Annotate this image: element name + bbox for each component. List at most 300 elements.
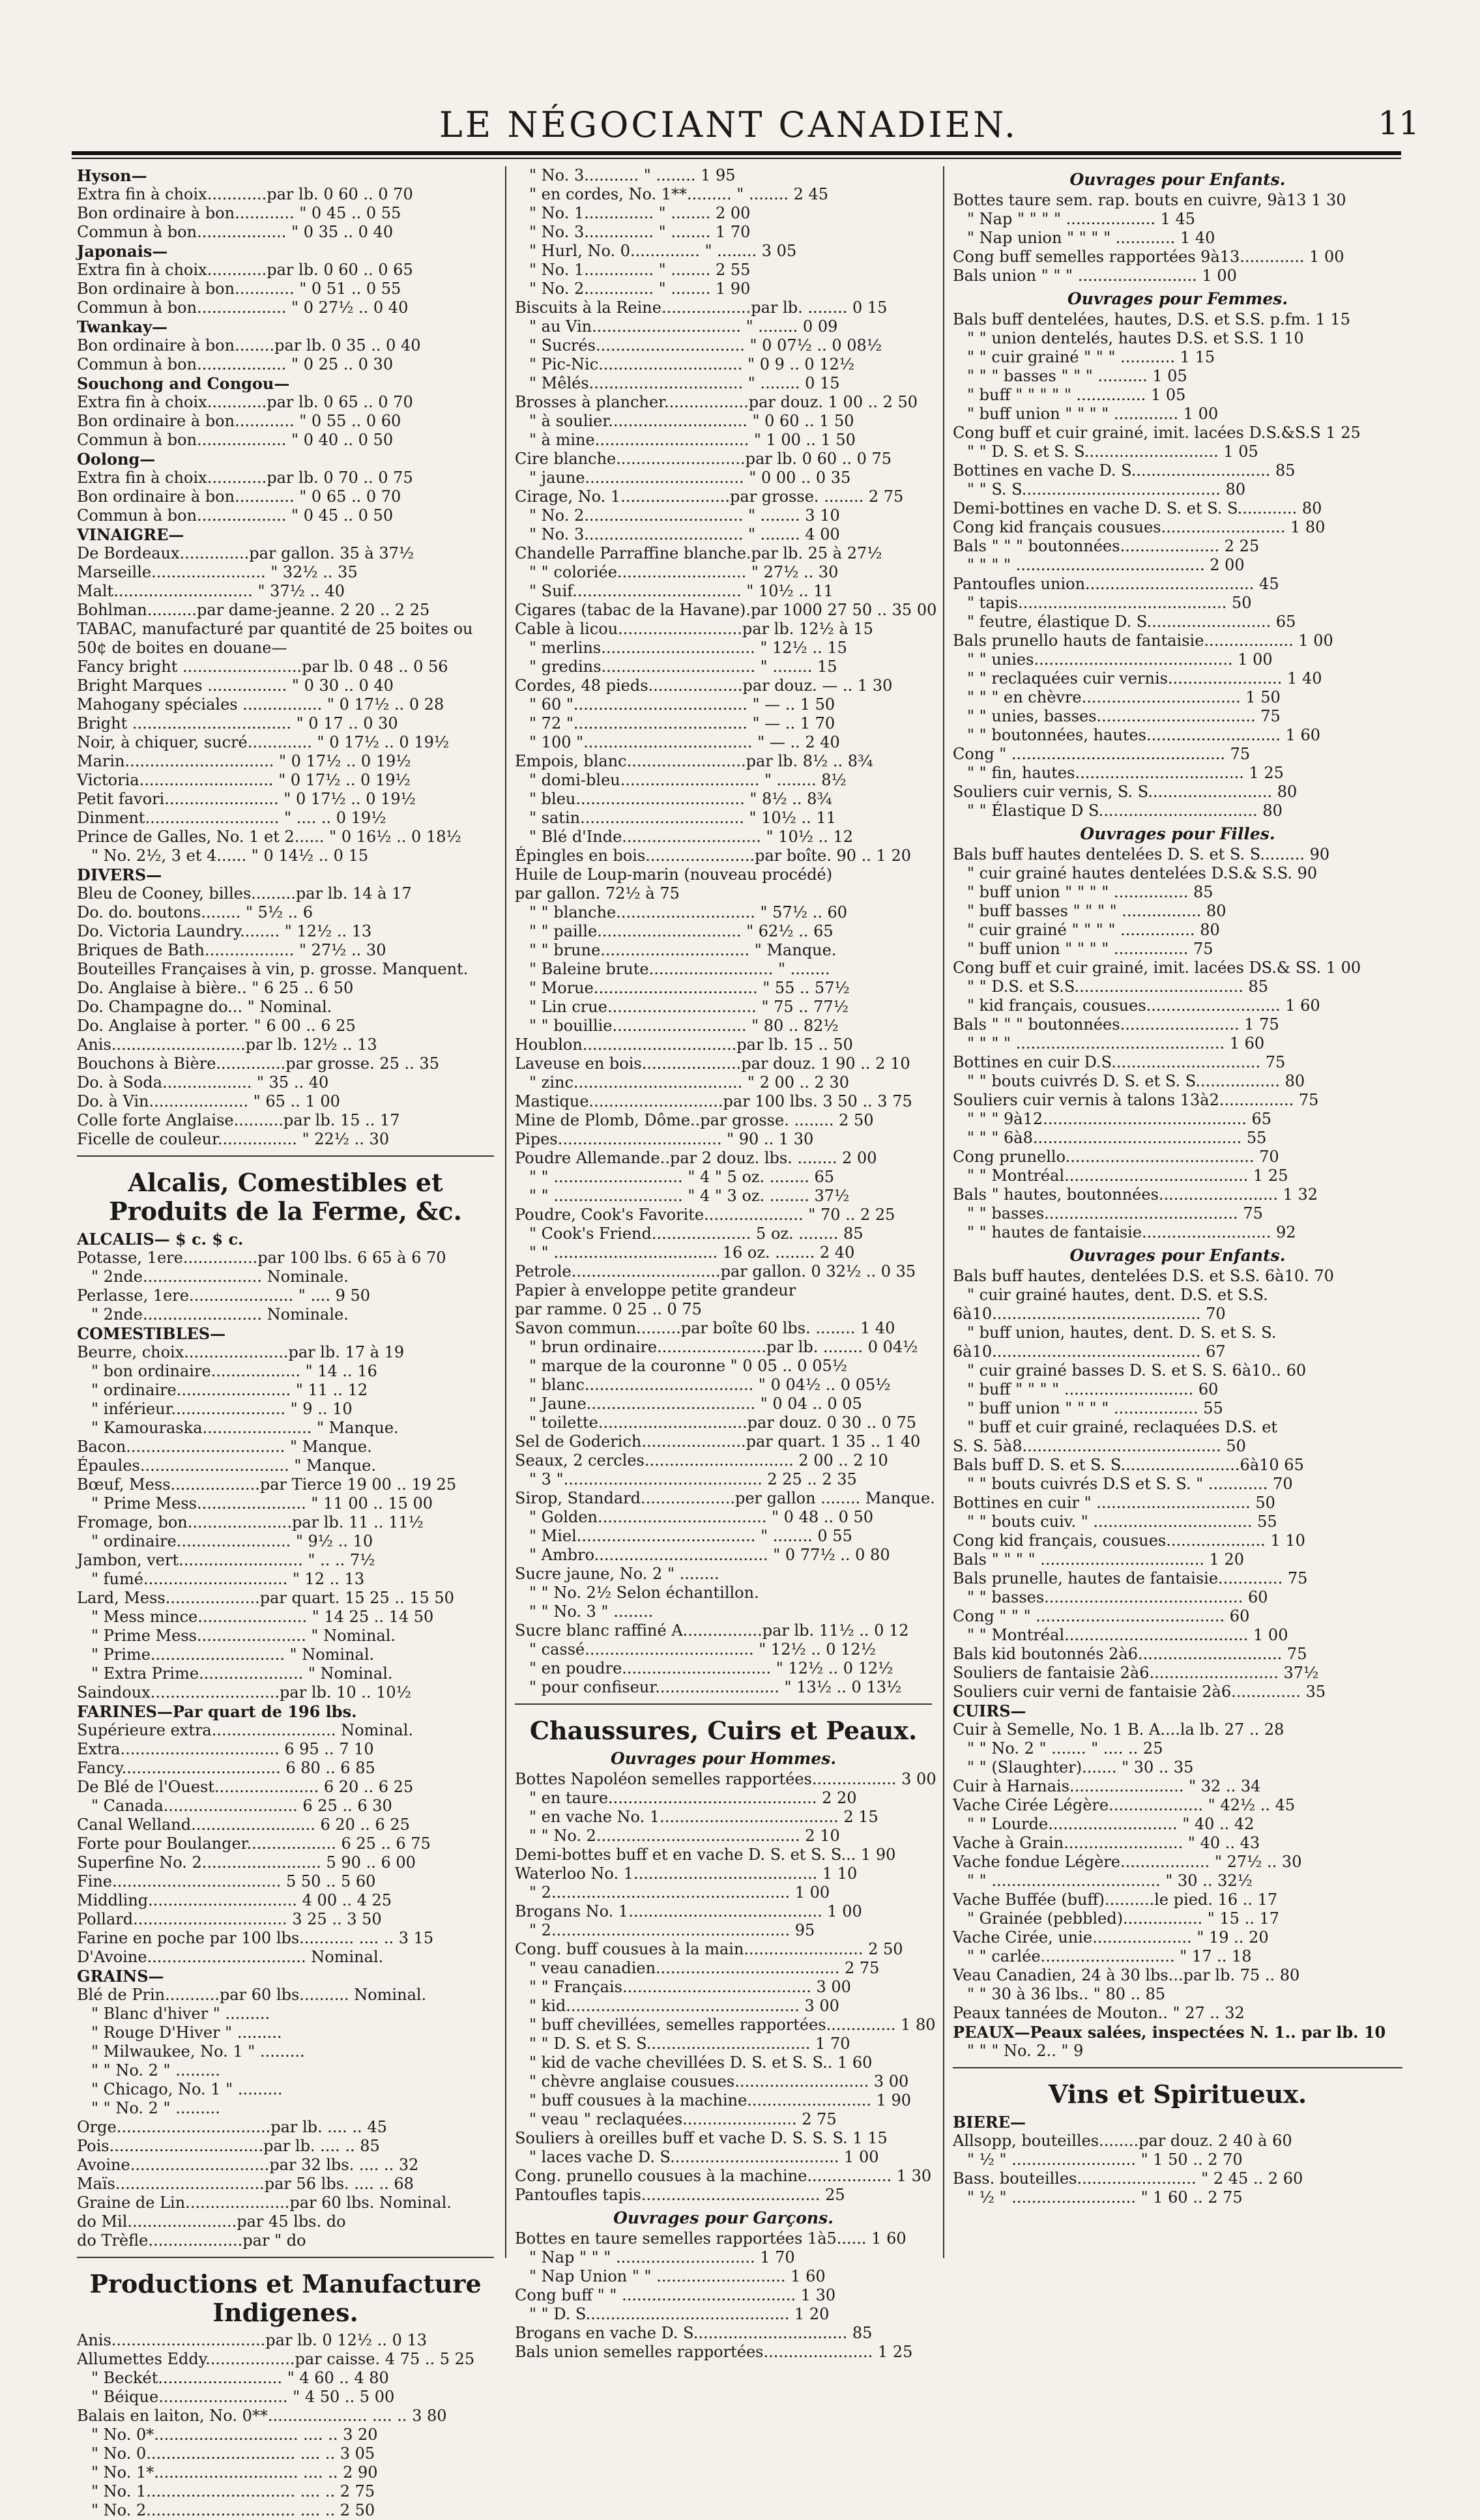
price-line: " 2................................................ 1 00 xyxy=(529,1883,830,1902)
price-line: Cuir à Harnais....................... " 32 .. 34 xyxy=(953,1777,1261,1795)
price-line: " marque de la couronne " 0 05 .. 0 05½ xyxy=(529,1357,848,1375)
price-line: " No. 2.............. " ........ 1 90 xyxy=(529,280,751,298)
price-line: " cuir grainé basses D. S. et S. S. 6à10.. 60 xyxy=(967,1361,1307,1380)
price-line: " Nap Union " " .......................... 1 60 xyxy=(529,2267,826,2285)
price-line: " No. 2½, 3 et 4...... " 0 14½ .. 0 15 xyxy=(91,847,369,865)
masthead xyxy=(77,104,1419,150)
price-line: " buff basses " " " " ................ 80 xyxy=(967,902,1226,920)
price-line: " " bouillie........................... " 80 .. 82½ xyxy=(529,1017,839,1035)
price-line: " Mêlés............................... " ........ 0 15 xyxy=(529,374,840,392)
price-line: Bottes Napoléon semelles rapportées................. 3 00 xyxy=(515,1770,936,1788)
price-line: Bals union " " " ........................ 1 00 xyxy=(953,267,1237,285)
price-line: Savon commun.........par boîte 60 lbs. ........ 1 40 xyxy=(515,1319,895,1337)
price-line: BIERE— xyxy=(953,2113,1026,2132)
price-line: Houblon...............................par lb. 15 .. 50 xyxy=(515,1036,853,1054)
section-title-productions: Productions et Manufacture Indigenes. xyxy=(89,2269,482,2327)
price-line: Bals buff hautes, dentelées D.S. et S.S. 6à10. 70 xyxy=(953,1267,1334,1285)
price-line: Bals kid boutonnés 2à6............................. 75 xyxy=(953,1645,1307,1663)
price-line: " " No. 3 " ........ xyxy=(529,1602,654,1621)
price-line: Beurre, choix.....................par lb. 17 à 19 xyxy=(77,1343,405,1361)
price-line: " Prime Mess...................... " Nominal. xyxy=(91,1627,396,1645)
price-line: Souliers à oreilles buff et vache D. S. S. S. 1 15 xyxy=(515,2129,888,2147)
price-line: " kid de vache chevillées D. S. et S. S.. 1 60 xyxy=(529,2053,873,2072)
price-line: Bass. bouteilles........................ " 2 45 .. 2 60 xyxy=(953,2169,1303,2188)
price-line: " buff cousues à la machine......................... 1 90 xyxy=(529,2091,912,2109)
section-rule xyxy=(953,2067,1402,2068)
price-line: " bleu.................................. " 8½ .. 8¾ xyxy=(529,790,832,808)
price-line: CUIRS— xyxy=(953,1702,1026,1720)
price-line: Cong " " " ...................................... 60 xyxy=(953,1607,1250,1625)
price-line: " Kamouraska...................... " Manque. xyxy=(91,1419,399,1437)
price-line: " Lin crue.............................. " 75 .. 77½ xyxy=(529,998,849,1016)
price-line: " buff union " " " " ............. 1 00 xyxy=(967,405,1219,423)
price-line: " en cordes, No. 1**......... " ........ 2 45 xyxy=(529,185,829,203)
price-line: " " " 6à8.......................................... 55 xyxy=(967,1129,1267,1147)
price-line: " Pic-Nic............................. " 0 9 .. 0 12½ xyxy=(529,355,855,373)
price-line: Bottines en cuir " ............................... 50 xyxy=(953,1494,1275,1512)
price-line: S. S. 5à8........................................ 50 xyxy=(953,1437,1246,1455)
price-line: Cong buff semelles rapportées 9à13............. 1 00 xyxy=(953,248,1344,266)
price-line: " No. 3.............. " ........ 1 70 xyxy=(529,223,751,241)
subsection-title-hommes: Ouvrages pour Hommes. xyxy=(610,1749,837,1768)
column-divider-2 xyxy=(943,166,944,2258)
price-line: " " No. 2......................................... 2 10 xyxy=(529,1827,840,1845)
price-line: " " cuir grainé " " " ........... 1 15 xyxy=(967,348,1215,366)
price-line: Bals prunello hauts de fantaisie.................. 1 00 xyxy=(953,631,1333,650)
price-line: Bright ................................ " 0 17 .. 0 30 xyxy=(77,714,398,732)
column-divider-1 xyxy=(505,166,506,2258)
price-line: Bals " hautes, boutonnées........................ 1 32 xyxy=(953,1185,1318,1204)
price-line: Cong buff et cuir grainé, imit. lacées D.S.&S.S 1 25 xyxy=(953,424,1361,442)
price-line: " brun ordinaire......................par lb. ........ 0 04½ xyxy=(529,1338,918,1356)
price-line: " ½ " ......................... " 1 60 .. 2 75 xyxy=(967,2188,1243,2207)
price-line: " buff et cuir grainé, reclaquées D.S. et xyxy=(967,1418,1278,1436)
price-line: Extra fin à choix............par lb. 0 70 .. 0 75 xyxy=(77,469,413,487)
price-line: do Mil......................par 45 lbs. do xyxy=(77,2212,346,2231)
price-line: " Béique.......................... " 4 50 .. 5 00 xyxy=(91,2388,395,2406)
price-line: Commun à bon.................. " 0 27½ .. 0 40 xyxy=(77,298,409,317)
price-line: Peaux tannées de Mouton.. " 27 .. 32 xyxy=(953,2004,1245,2022)
price-line: Pipes................................. " 90 .. 1 30 xyxy=(515,1130,814,1148)
price-line: " tapis.......................................... 50 xyxy=(967,594,1252,612)
price-line: TABAC, manufacturé par quantité de 25 boites ou xyxy=(77,620,473,638)
price-line: " Grainée (pebbled)................ " 15 .. 17 xyxy=(967,1909,1280,1928)
price-line: " " unies........................................ 1 00 xyxy=(967,650,1273,669)
price-line: Middling.............................. 4 00 .. 4 25 xyxy=(77,1891,392,1909)
price-line: " gredins............................... " ........ 15 xyxy=(529,658,837,676)
price-line: " Beckét......................... " 4 60 .. 4 80 xyxy=(91,2369,389,2387)
price-line: " " basses........................................ 60 xyxy=(967,1588,1268,1606)
price-line: " bon ordinaire.................. " 14 .. 16 xyxy=(91,1362,377,1380)
price-line: " " boutonnées, hautes........................... 1 60 xyxy=(967,726,1321,744)
price-line: Do. à Soda.................. " 35 .. 40 xyxy=(77,1073,329,1092)
price-line: " cuir grainé hautes, dent. D.S. et S.S. xyxy=(967,1286,1268,1304)
price-line: " " bouts cuivrés D.S et S. S. " ............ 70 xyxy=(967,1475,1293,1493)
subsection-title-filles: Ouvrages pour Filles. xyxy=(1080,824,1275,843)
price-line: " " paille............................. " 62½ .. 65 xyxy=(529,922,834,940)
price-line: " " carlée........................... " 17 .. 18 xyxy=(967,1947,1252,1965)
price-line: " No. 1*............................. .... .. 2 90 xyxy=(91,2463,378,2482)
price-line: " domi-bleu............................ " ........ 8½ xyxy=(529,771,847,789)
price-line: Canal Welland......................... 6 20 .. 6 25 xyxy=(77,1816,410,1834)
price-line: " " reclaquées cuir vernis....................... 1 40 xyxy=(967,669,1322,688)
price-line: Pois...............................par lb. .... .. 85 xyxy=(77,2137,380,2155)
price-line: Bals prunelle, hautes de fantaisie............. 75 xyxy=(953,1569,1308,1587)
price-line: Bohlman..........par dame-jeanne. 2 20 .. 2 25 xyxy=(77,601,430,619)
price-line: Extra fin à choix............par lb. 0 60 .. 0 65 xyxy=(77,261,413,279)
price-line: VINAIGRE— xyxy=(77,525,184,544)
price-line: Cong prunello...................................... 70 xyxy=(953,1148,1279,1166)
price-line: " No. 1.............................. .... .. 2 75 xyxy=(91,2482,375,2500)
section-title-alcalis: Alcalis, Comestibles et Produits de la Ferme, &c. xyxy=(109,1168,462,1226)
price-line: " à mine............................... " 1 00 .. 1 50 xyxy=(529,431,856,449)
price-list-teas-misc xyxy=(77,166,494,1149)
price-line: " cuir grainé " " " " ............... 80 xyxy=(967,921,1220,939)
price-line: FARINES—Par quart de 196 lbs. xyxy=(77,1702,357,1721)
price-list-filles xyxy=(953,845,1402,1242)
price-line: " Milwaukee, No. 1 " ......... xyxy=(91,2042,305,2061)
price-line: " satin................................. " 10½ .. 11 xyxy=(529,809,836,827)
price-line: Cong. buff cousues à la main........................ 2 50 xyxy=(515,1940,903,1958)
price-line: Saindoux..........................par lb. 10 .. 10½ xyxy=(77,1683,411,1702)
price-line: Bals " " " " ................................. 1 20 xyxy=(953,1550,1245,1569)
price-line: " en poudre.............................. " 12½ .. 0 12½ xyxy=(529,1659,893,1677)
price-line: 6à10.......................................... 70 xyxy=(953,1305,1226,1323)
price-line: Allumettes Eddy..................par caisse. 4 75 .. 5 25 xyxy=(77,2350,475,2368)
price-line: Cong kid français, cousues.................... 1 10 xyxy=(953,1531,1305,1550)
price-line: " zinc.................................. " 2 00 .. 2 30 xyxy=(529,1073,849,1092)
price-line: " " basses....................................... 75 xyxy=(967,1204,1263,1223)
price-line: Bottines en vache D. S............................ 85 xyxy=(953,461,1296,480)
subsection-title-enfants-2: Ouvrages pour Enfants. xyxy=(1069,1246,1286,1265)
price-list-alcalis xyxy=(77,1230,494,2250)
price-line: " jaune................................ " 0 00 .. 0 35 xyxy=(529,469,851,487)
price-line: " Jaune.................................. " 0 04 .. 0 05 xyxy=(529,1395,862,1413)
price-line: Épaules.............................. " Manque. xyxy=(77,1456,376,1475)
price-line: Pantoufles tapis.................................... 25 xyxy=(515,2186,845,2204)
price-line: " buff union, hautes, dent. D. S. et S. S. xyxy=(967,1324,1277,1342)
price-line: " veau " reclaquées....................... 2 75 xyxy=(529,2110,837,2128)
price-line: Anis...............................par lb. 0 12½ .. 0 13 xyxy=(77,2331,427,2349)
price-line: Fromage, bon.....................par lb. 11 .. 11½ xyxy=(77,1513,424,1531)
price-line: " Mess mince...................... " 14 25 .. 14 50 xyxy=(91,1608,434,1626)
price-line: " Baleine brute......................... " ........ xyxy=(529,960,830,978)
price-line: Do. Anglaise à bière.. " 6 25 .. 6 50 xyxy=(77,979,354,997)
price-line: Souliers cuir verni de fantaisie 2à6.............. 35 xyxy=(953,1683,1326,1701)
price-line: Commun à bon.................. " 0 25 .. 0 30 xyxy=(77,355,394,373)
price-line: Biscuits à la Reine..................par lb. ........ 0 15 xyxy=(515,298,888,317)
price-line: Perlasse, 1ere..................... " .... 9 50 xyxy=(77,1286,371,1305)
price-line: " buff " " " " .......................... 60 xyxy=(967,1380,1219,1398)
price-line: Supérieure extra......................... Nominal. xyxy=(77,1721,414,1739)
price-line: " " (Slaughter)....... " 30 .. 35 xyxy=(967,1758,1194,1776)
price-line: " " coloriée.......................... " 27½ .. 30 xyxy=(529,563,839,581)
price-line: Do. do. boutons........ " 5½ .. 6 xyxy=(77,903,313,921)
price-line: " " Lourde.......................... " 40 .. 42 xyxy=(967,1815,1255,1833)
price-line: Commun à bon.................. " 0 35 .. 0 40 xyxy=(77,223,394,241)
price-line: " " " No. 2.. " 9 xyxy=(967,2042,1084,2060)
price-line: Demi-bottines en vache D. S. et S. S............ 80 xyxy=(953,499,1322,517)
price-line: " " .......................... " 4 " 5 oz. ........ 65 xyxy=(529,1168,834,1186)
price-line: Sirop, Standard...................per gallon ........ Manque. xyxy=(515,1489,935,1507)
price-line: Bon ordinaire à bon............ " 0 55 .. 0 60 xyxy=(77,412,401,430)
price-line: Souchong and Congou— xyxy=(77,374,290,393)
section-title-vins: Vins et Spiritueux. xyxy=(1048,2079,1307,2109)
price-line: " Hurl, No. 0.............. " ........ 3 05 xyxy=(529,242,797,260)
price-line: " chèvre anglaise cousues........................... 3 00 xyxy=(529,2072,909,2091)
section-rule xyxy=(515,1703,932,1705)
price-line: " " S. S........................................ 80 xyxy=(967,480,1246,499)
price-line: " 2nde........................ Nominale. xyxy=(91,1267,349,1286)
price-line: Blé de Prin...........par 60 lbs.......... Nominal. xyxy=(77,1986,427,2004)
column-2 xyxy=(515,166,937,2361)
column-3 xyxy=(953,166,1402,2271)
price-line: " Extra Prime..................... " Nominal. xyxy=(91,1664,393,1683)
price-line: Cirage, No. 1......................par grosse. ........ 2 75 xyxy=(515,487,904,506)
price-line: Superfine No. 2........................ 5 90 .. 6 00 xyxy=(77,1853,416,1872)
price-line: Marin.............................. " 0 17½ .. 0 19½ xyxy=(77,752,411,770)
price-line: " Nap union " " " " ............ 1 40 xyxy=(967,229,1215,247)
price-list-enfants-2 xyxy=(953,1267,1402,1702)
price-line: " " " en chèvre................................ 1 50 xyxy=(967,688,1281,706)
price-line: Vache fondue Légère.................. " 27½ .. 30 xyxy=(953,1853,1302,1871)
price-line: Petit favori....................... " 0 17½ .. 0 19½ xyxy=(77,790,416,808)
price-line: Laveuse en bois....................par douz. 1 90 .. 2 10 xyxy=(515,1054,910,1073)
price-line: " Prime Mess...................... " 11 00 .. 15 00 xyxy=(91,1494,433,1513)
price-line: " " Français...................................... 3 00 xyxy=(529,1978,851,1996)
price-line: " 60 "................................... " — .. 1 50 xyxy=(529,695,835,714)
price-line: " ordinaire....................... " 11 .. 12 xyxy=(91,1381,368,1399)
price-line: Cuir à Semelle, No. 1 B. A....la lb. 27 .. 28 xyxy=(953,1720,1284,1739)
price-line: " Prime........................... " Nominal. xyxy=(91,1645,375,1664)
price-line: De Bordeaux..............par gallon. 35 à 37½ xyxy=(77,544,414,562)
price-list-vins xyxy=(953,2113,1402,2207)
price-line: Vache Cirée Légère................... " 42½ .. 45 xyxy=(953,1796,1296,1814)
price-line: " No. 2................................ " ........ 3 10 xyxy=(529,506,840,525)
price-line: " Blé d'Inde............................ " 10½ .. 12 xyxy=(529,828,854,846)
price-line: " " D. S. et S. S................................. 1 70 xyxy=(529,2035,850,2053)
price-line: 6à10.......................................... 67 xyxy=(953,1342,1226,1361)
price-line: De Blé de l'Ouest..................... 6 20 .. 6 25 xyxy=(77,1778,414,1796)
price-line: " kid français, cousues........................... 1 60 xyxy=(967,996,1320,1015)
price-line: " 2................................................ 95 xyxy=(529,1921,815,1939)
price-line: Do. à Vin.................... " 65 .. 1 00 xyxy=(77,1092,340,1110)
price-line: COMESTIBLES— xyxy=(77,1324,226,1343)
price-line: " No. 0.............................. .... .. 3 05 xyxy=(91,2444,375,2463)
price-line: Chandelle Parraffine blanche.par lb. 25 à 27½ xyxy=(515,544,882,562)
price-line: " ordinaire....................... " 9½ .. 10 xyxy=(91,1532,373,1550)
price-line: GRAINS— xyxy=(77,1967,164,1986)
price-list-productions xyxy=(77,2331,494,2520)
price-line: " " bouts cuiv. " ................................ 55 xyxy=(967,1513,1277,1531)
price-line: Bleu de Cooney, billes.........par lb. 14 à 17 xyxy=(77,884,412,903)
price-line: Bals buff hautes dentelées D. S. et S. S......... 90 xyxy=(953,845,1330,863)
price-line: " " Montréal..................................... 1 00 xyxy=(967,1626,1288,1644)
price-line: Japonais— xyxy=(77,242,168,261)
price-line: Souliers de fantaisie 2à6.......................... 37½ xyxy=(953,1664,1319,1682)
price-line: Prince de Galles, No. 1 et 2...... " 0 16½ .. 0 18½ xyxy=(77,828,461,846)
price-line: " " No. 2 " ....... " .... .. 25 xyxy=(967,1739,1163,1758)
price-line: Huile de Loup-marin (nouveau procédé) xyxy=(515,865,833,884)
price-line: " Suif.................................. " 10½ .. 11 xyxy=(529,582,834,600)
price-line: " merlins............................... " 12½ .. 15 xyxy=(529,639,847,657)
price-line: Brogans No. 1....................................... 1 00 xyxy=(515,1902,862,1920)
section-rule xyxy=(77,1155,494,1157)
price-line: Forte pour Boulanger.................. 6 25 .. 6 75 xyxy=(77,1834,431,1853)
price-line: Fancy................................ 6 80 .. 6 85 xyxy=(77,1759,375,1777)
subsection-title-enfants: Ouvrages pour Enfants. xyxy=(1069,170,1286,189)
price-line: " buff chevillées, semelles rapportées.............. 1 80 xyxy=(529,2016,936,2034)
price-line: " Blanc d'hiver " ......... xyxy=(91,2005,270,2023)
price-line: Veau Canadien, 24 à 30 lbs...par lb. 75 .. 80 xyxy=(953,1966,1300,1984)
price-line: Commun à bon.................. " 0 45 .. 0 50 xyxy=(77,506,394,525)
price-line: do Trèfle...................par " do xyxy=(77,2231,306,2250)
page-number: 11 xyxy=(1378,104,1419,142)
price-line: " " ................................. 16 oz. ........ 2 40 xyxy=(529,1243,855,1262)
price-line: " " fin, hautes.................................. 1 25 xyxy=(967,764,1284,782)
price-line: Souliers cuir vernis, S. S......................... 80 xyxy=(953,783,1298,801)
price-line: Farine en poche par 100 lbs........... .... .. 3 15 xyxy=(77,1929,434,1947)
price-line: Avoine............................par 32 lbs. .... .. 32 xyxy=(77,2156,419,2174)
price-line: " buff " " " " " .............. 1 05 xyxy=(967,386,1186,404)
price-line: Bottes taure sem. rap. bouts en cuivre, 9à13 1 30 xyxy=(953,191,1346,209)
price-line: Malt............................ " 37½ .. 40 xyxy=(77,582,345,600)
price-list-femmes xyxy=(953,310,1402,820)
price-line: Do. Champagne do... " Nominal. xyxy=(77,998,332,1016)
price-line: Allsopp, bouteilles........par douz. 2 40 à 60 xyxy=(953,2132,1292,2150)
price-line: Bacon................................ " Manque. xyxy=(77,1438,372,1456)
price-line: Briques de Bath.................. " 27½ .. 30 xyxy=(77,941,386,959)
price-line: " No. 2.............................. .... .. 2 50 xyxy=(91,2501,375,2519)
price-line: par gallon. 72½ à 75 xyxy=(515,884,680,903)
price-list-garcons xyxy=(515,2229,932,2362)
price-line: " inférieur....................... " 9 .. 10 xyxy=(91,1400,353,1418)
price-line: Brogans en vache D. S............................... 85 xyxy=(515,2324,873,2342)
price-line: Pantoufles union.................................. 45 xyxy=(953,575,1279,593)
price-line: Bals buff dentelées, hautes, D.S. et S.S. p.fm. 1 15 xyxy=(953,310,1350,328)
price-line: Noir, à chiquer, sucré............. " 0 17½ .. 0 19½ xyxy=(77,733,450,751)
price-line: Commun à bon.................. " 0 40 .. 0 50 xyxy=(77,431,394,449)
price-line: Bon ordinaire à bon........par lb. 0 35 .. 0 40 xyxy=(77,336,421,355)
header-rule-thick xyxy=(72,151,1401,155)
price-line: Hyson— xyxy=(77,166,147,185)
price-line: D'Avoine................................ Nominal. xyxy=(77,1948,384,1966)
price-line: " Golden.................................. " 0 48 .. 0 50 xyxy=(529,1508,874,1526)
price-line: Bottines en cuir D.S.............................. 75 xyxy=(953,1053,1286,1071)
price-line: " 2nde........................ Nominale. xyxy=(91,1305,349,1324)
price-line: Bright Marques ................ " 0 30 .. 0 40 xyxy=(77,676,394,695)
price-line: " feutre, élastique D. S......................... 65 xyxy=(967,613,1296,631)
price-line: " pour confiseur......................... " 13½ .. 0 13½ xyxy=(529,1678,902,1696)
price-line: Fancy bright ........................par lb. 0 48 .. 0 56 xyxy=(77,658,448,676)
price-line: Petrole..............................par gallon. 0 32½ .. 0 35 xyxy=(515,1262,916,1281)
price-line: Bals " " " boutonnées.................... 2 25 xyxy=(953,537,1260,555)
price-line: Papier à enveloppe petite grandeur xyxy=(515,1281,796,1299)
price-line: Cong kid français cousues......................... 1 80 xyxy=(953,518,1326,536)
price-line: Épingles en bois......................par boîte. 90 .. 1 20 xyxy=(515,847,911,865)
price-line: Seaux, 2 cercles.............................. 2 00 .. 2 10 xyxy=(515,1451,888,1470)
price-line: Pollard............................... 3 25 .. 3 50 xyxy=(77,1910,382,1928)
price-line: Cong buff " " ................................... 1 30 xyxy=(515,2286,836,2304)
price-line: " " No. 2 " ......... xyxy=(91,2061,220,2079)
price-line: Twankay— xyxy=(77,317,168,336)
price-line: " " " " ...................................... 2 00 xyxy=(967,556,1245,574)
price-line: Bals " " " boutonnées........................ 1 75 xyxy=(953,1015,1279,1034)
price-line: " " .................................. " 30 .. 32½ xyxy=(967,1872,1253,1890)
price-line: " " bouts cuivrés D. S. et S. S................. 80 xyxy=(967,1072,1305,1090)
price-line: " No. 1.............. " ........ 2 55 xyxy=(529,261,751,279)
price-line: " " " 9à12......................................... 65 xyxy=(967,1110,1272,1128)
price-line: Bœuf, Mess..................par Tierce 19 00 .. 19 25 xyxy=(77,1475,457,1494)
price-line: " 72 "................................... " — .. 1 70 xyxy=(529,714,835,732)
price-line: " " No. 2½ Selon échantillon. xyxy=(529,1584,759,1602)
price-line: Sel de Goderich.....................par quart. 1 35 .. 1 40 xyxy=(515,1432,921,1451)
price-line: Extra fin à choix............par lb. 0 60 .. 0 70 xyxy=(77,185,413,203)
price-line: Cong " ........................................... 75 xyxy=(953,745,1251,763)
subsection-title-garcons: Ouvrages pour Garçons. xyxy=(613,2209,834,2227)
price-line: Vache Buffée (buff)..........le pied. 16 .. 17 xyxy=(953,1890,1278,1909)
price-line: Mine de Plomb, Dôme..par grosse. ........ 2 50 xyxy=(515,1111,874,1129)
price-line: " " brune.............................. " Manque. xyxy=(529,941,837,959)
price-line: Cigares (tabac de la Havane).par 1000 27 50 .. 35 00 xyxy=(515,601,937,619)
price-line: " Canada........................... 6 25 .. 6 30 xyxy=(91,1797,392,1815)
price-line: " ½ " ......................... " 1 50 .. 2 70 xyxy=(967,2151,1243,2169)
price-line: " No. 1.............. " ........ 2 00 xyxy=(529,204,751,222)
price-line: " 100 ".................................. " — .. 2 40 xyxy=(529,733,840,751)
price-line: Colle forte Anglaise..........par lb. 15 .. 17 xyxy=(77,1111,400,1129)
price-line: 50¢ de boites en douane— xyxy=(77,639,287,657)
header-rule-thin xyxy=(72,158,1401,159)
price-line: Poudre, Cook's Favorite.................... " 70 .. 2 25 xyxy=(515,1206,895,1224)
price-line: Bon ordinaire à bon............ " 0 51 .. 0 55 xyxy=(77,280,401,298)
price-line: " buff union " " " " ............... 75 xyxy=(967,940,1213,958)
column-1 xyxy=(77,166,494,2519)
price-line: Cordes, 48 pieds...................par douz. — .. 1 30 xyxy=(515,676,893,695)
price-line: " Chicago, No. 1 " ......... xyxy=(91,2080,283,2098)
price-list-cuirs xyxy=(953,1702,1402,2061)
price-line: Mahogany spéciales ................ " 0 17½ .. 0 28 xyxy=(77,695,444,714)
price-line: Vache à Grain........................ " 40 .. 43 xyxy=(953,1834,1260,1852)
price-line: Bon ordinaire à bon............ " 0 45 .. 0 55 xyxy=(77,204,401,222)
price-line: " en vache No. 1.................................... 2 15 xyxy=(529,1808,878,1826)
price-line: " Morue................................. " 55 .. 57½ xyxy=(529,979,850,997)
price-line: " " 30 à 36 lbs.. " 80 .. 85 xyxy=(967,1985,1166,2003)
price-line: ALCALIS— $ c. $ c. xyxy=(77,1230,244,1249)
price-line: " 3 "........................................ 2 25 .. 2 35 xyxy=(529,1470,857,1488)
price-line: " " unies, basses................................ 75 xyxy=(967,707,1281,725)
price-line: Dinment........................... " .... .. 0 19½ xyxy=(77,809,386,827)
price-line: " Nap " " " " .................. 1 45 xyxy=(967,210,1196,228)
price-line: DIVERS— xyxy=(77,865,162,884)
price-line: " " union dentelés, hautes D.S. et S.S. 1 10 xyxy=(967,329,1304,347)
price-line: Bals buff D. S. et S. S........................6à10 65 xyxy=(953,1456,1304,1474)
subsection-title-femmes: Ouvrages pour Femmes. xyxy=(1067,289,1288,308)
price-line: Oolong— xyxy=(77,450,156,469)
price-line: " laces vache D. S.................................. 1 00 xyxy=(529,2148,879,2166)
price-line: " " No. 2 " ......... xyxy=(91,2099,220,2117)
price-line: Bals union semelles rapportées...................... 1 25 xyxy=(515,2343,913,2361)
price-line: Poudre Allemande..par 2 douz. lbs. ........ 2 00 xyxy=(515,1149,877,1167)
price-line: " kid............................................... 3 00 xyxy=(529,1997,839,2015)
price-line: Empois, blanc........................par lb. 8½ .. 8¾ xyxy=(515,752,873,770)
price-line: Fine.................................. 5 50 .. 5 60 xyxy=(77,1872,376,1890)
price-line: Extra fin à choix............par lb. 0 65 .. 0 70 xyxy=(77,393,413,411)
price-line: Do. Anglaise à porter. " 6 00 .. 6 25 xyxy=(77,1017,356,1035)
price-line: Potasse, 1ere...............par 100 lbs. 6 65 à 6 70 xyxy=(77,1249,446,1267)
price-line: Sucre jaune, No. 2 " ........ xyxy=(515,1565,719,1583)
price-line: Waterloo No. 1..................................... 1 10 xyxy=(515,1864,858,1883)
price-line: par ramme. 0 25 .. 0 75 xyxy=(515,1300,702,1318)
